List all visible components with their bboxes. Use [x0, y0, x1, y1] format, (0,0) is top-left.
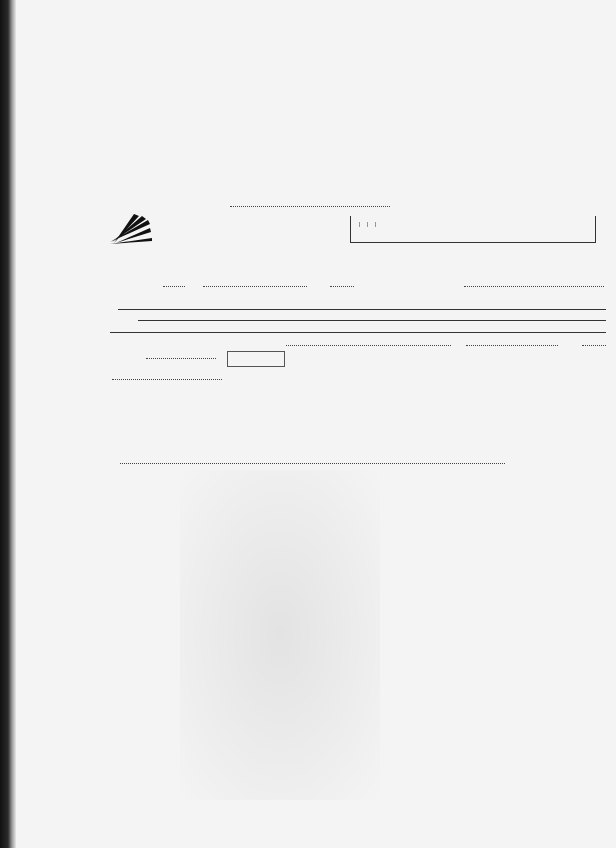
pesetas-line	[138, 320, 606, 321]
account-code-box	[350, 216, 596, 243]
bottom-dotted-line	[120, 463, 505, 464]
amount-line	[464, 286, 604, 287]
scan-edge	[0, 0, 16, 848]
paper-shade	[180, 470, 380, 800]
vencimiento-day-line	[163, 286, 185, 287]
payee-line	[118, 309, 606, 310]
vencimiento-year-line	[330, 286, 354, 287]
account-code-fields: | | |	[359, 222, 377, 228]
issue-year-line	[582, 345, 606, 346]
bank-logo	[108, 210, 228, 250]
serie-number-line	[146, 358, 216, 359]
stamp-box	[227, 351, 285, 367]
top-dotted-line	[230, 206, 390, 207]
unicaja-fan-icon	[108, 214, 154, 246]
issue-month-line	[466, 345, 558, 346]
vencimiento-month-line	[203, 286, 307, 287]
issue-day-line	[286, 345, 451, 346]
pesetas-line-2	[110, 332, 606, 333]
serie-sub-line	[112, 379, 222, 380]
